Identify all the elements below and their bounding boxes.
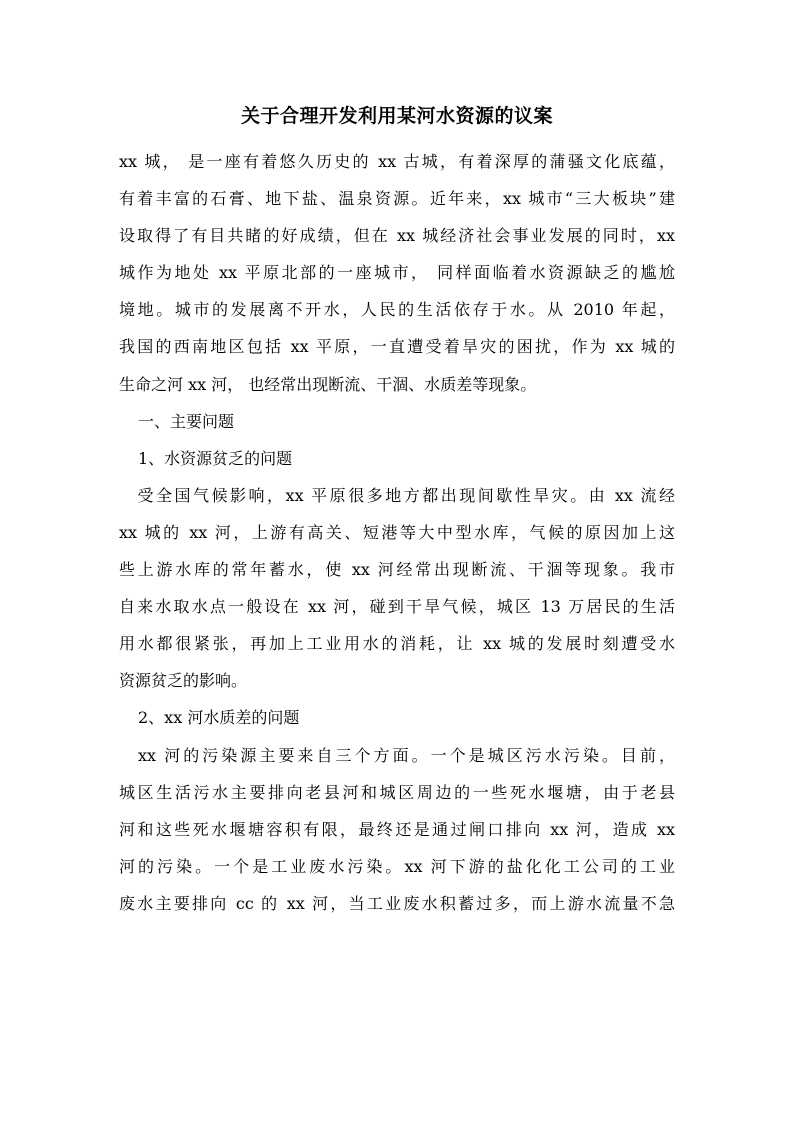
paragraph-line: xx 城， 是一座有着悠久历史的 xx 古城，有着深厚的蒲骚文化底蕴， xyxy=(119,152,675,171)
paragraph-line: 境地。城市的发展离不开水，人民的生活依存于水。从 2010 年起， xyxy=(119,300,675,320)
section-heading: 1、水资源贫乏的问题 xyxy=(138,448,293,468)
document-body xyxy=(119,143,675,922)
paragraph-line: 资源贫乏的影响。 xyxy=(119,671,248,691)
section-heading: 一、主要问题 xyxy=(138,411,235,431)
paragraph-line: 河的污染。一个是工业废水污染。xx 河下游的盐化化工公司的工业 xyxy=(119,856,675,876)
paragraph-line: 些上游水库的常年蓄水，使 xx 河经常出现断流、干涸等现象。我市 xyxy=(119,560,675,580)
paragraph-line: 城作为地处 xx 平原北部的一座城市， 同样面临着水资源缺乏的尴尬 xyxy=(119,263,675,283)
paragraph-line: 自来水取水点一般设在 xx 河，碰到干旱气候，城区 13 万居民的生活 xyxy=(119,597,675,617)
paragraph-line: 受全国气候影响，xx 平原很多地方都出现间歇性旱灾。由 xx 流经 xyxy=(119,485,675,505)
document-title: 关于合理开发利用某河水资源的议案 xyxy=(240,105,553,127)
paragraph-line: 用水都很紧张，再加上工业用水的消耗，让 xx 城的发展时刻遭受水 xyxy=(119,634,675,654)
paragraph-line: 有着丰富的石膏、地下盐、温泉资源。近年来，xx 城市“三大板块”建 xyxy=(119,189,675,209)
paragraph-line: 生命之河 xx 河， 也经常出现断流、干涸、水质差等现象。 xyxy=(119,374,537,394)
paragraph-line: xx 河的污染源主要来自三个方面。一个是城区污水污染。目前， xyxy=(119,745,675,765)
paragraph-line: 废水主要排向 cc 的 xx 河，当工业废水积蓄过多，而上游水流量不急 xyxy=(119,893,675,913)
paragraph-line: xx 城的 xx 河，上游有高关、短港等大中型水库，气候的原因加上这 xyxy=(119,522,675,542)
section-heading: 2、xx 河水质差的问题 xyxy=(138,708,300,728)
paragraph-line: 我国的西南地区包括 xx 平原，一直遭受着旱灾的困扰，作为 xx 城的 xyxy=(119,337,675,357)
paragraph-line: 设取得了有目共睹的好成绩，但在 xx 城经济社会事业发展的同时，xx xyxy=(119,226,675,246)
paragraph-line: 城区生活污水主要排向老县河和城区周边的一些死水堰塘，由于老县 xyxy=(119,782,675,802)
paragraph-line: 河和这些死水堰塘容积有限，最终还是通过闸口排向 xx 河，造成 xx xyxy=(119,819,675,839)
